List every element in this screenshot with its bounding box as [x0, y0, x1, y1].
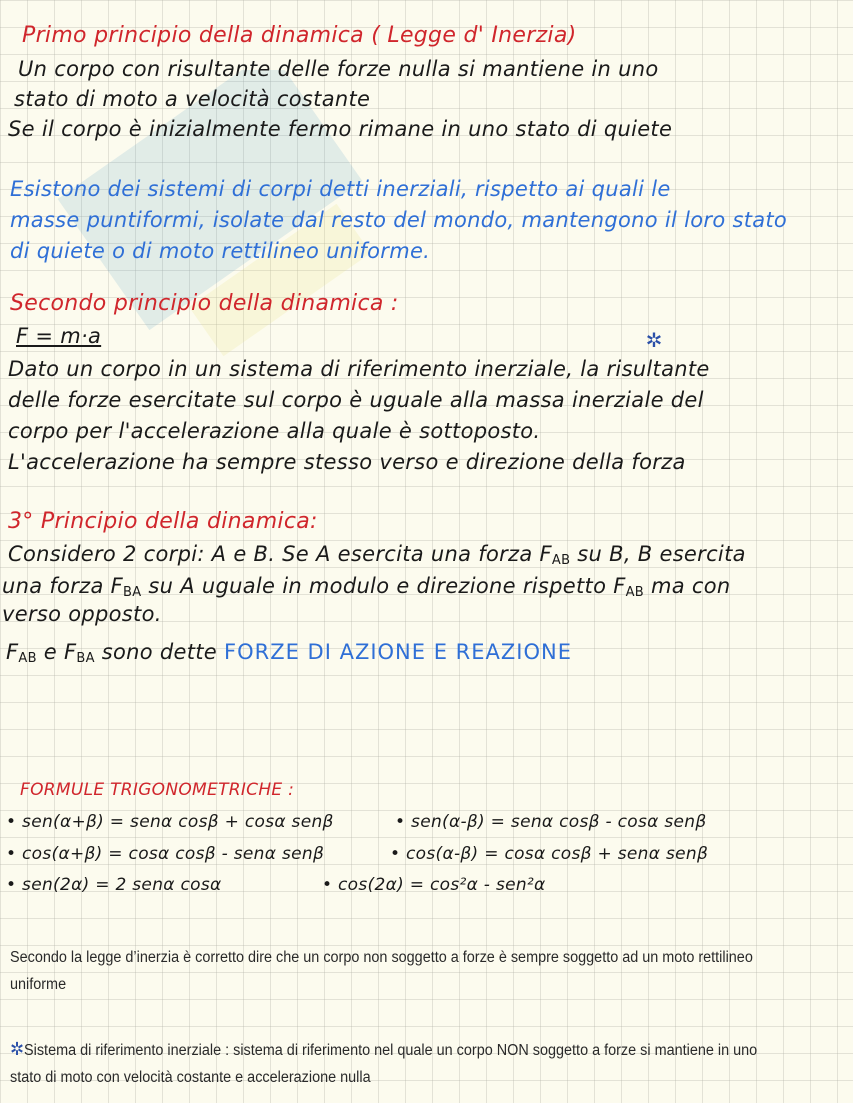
trig-double-sine: • sen(2α) = 2 senα cosα [6, 875, 222, 895]
inertial-systems-line-1: Esistono dei sistemi di corpi detti inerziali, rispetto ai quali le [10, 177, 671, 201]
typed-note-inertial-system-text: Sistema di riferimento inerziale : sistema di riferimento nel quale un corpo NON soggetto a forze si mantiene in uno stato di moto con velocità costante e accelerazione nulla [10, 1042, 758, 1086]
third-line-1-text-a: Considero 2 corpi: A e B. Se A esercita una forza F [8, 542, 552, 566]
third-line-1-text-b: su B, B esercita [570, 542, 746, 566]
typed-note-inertia: Secondo la legge d’inerzia è corretto dire che un corpo non soggetto a forze è sempre soggetto ad un moto rettilineo uniforme [10, 949, 753, 993]
third-principle-title: 3° Principio della dinamica: [8, 509, 318, 534]
third-line-4-sub-ba: BA [76, 651, 95, 666]
third-line-4-sub-ab: AB [18, 651, 37, 666]
third-line-2-sub-ba: BA [122, 585, 142, 600]
third-line-2-text-b: su A uguale in modulo e direzione rispetto F [141, 574, 626, 598]
trig-diff-cosine: • cos(α-β) = cosα cosβ + senα senβ [390, 844, 709, 864]
second-principle-title: Secondo principio della dinamica : [10, 291, 399, 316]
typed-note-inertial-system [10, 1036, 773, 1091]
first-principle-line-2: stato di moto a velocità costante [14, 87, 371, 111]
third-principle-line-3: verso opposto. [2, 602, 162, 626]
third-principle-line-1 [8, 540, 746, 575]
third-line-4-f1: F [6, 640, 19, 664]
second-principle-line-3: corpo per l'accelerazione alla quale è sottoposto. [8, 419, 541, 443]
third-principle-line-4 [6, 638, 572, 673]
trig-diff-sine: • sen(α-β) = senα cosβ - cosα senβ [395, 812, 707, 832]
inertial-systems-line-2: masse puntiformi, isolate dal resto del mondo, mantengono il loro stato [10, 208, 788, 232]
third-line-2-text-c: ma con [644, 574, 731, 598]
asterisk-note-icon: ✲ [645, 328, 663, 352]
third-line-4-and: e F [36, 640, 77, 664]
third-line-2-text-a: una forza F [2, 574, 123, 598]
first-principle-line-3: Se il corpo è inizialmente fermo rimane in uno stato di quiete [8, 117, 673, 141]
asterisk-reference-icon: ✲ [10, 1039, 25, 1059]
second-principle-line-1: Dato un corpo in un sistema di riferimento inerziale, la risultante [8, 357, 710, 381]
first-principle-title: Primo principio della dinamica ( Legge d' Inerzia) [22, 23, 577, 48]
third-line-2-sub-ab: AB [625, 585, 644, 600]
inertial-systems-line-3: di quiete o di moto rettilineo uniforme. [10, 239, 431, 263]
trig-sum-cosine: • cos(α+β) = cosα cosβ - senα senβ [6, 844, 325, 864]
third-line-1-sub-ab: AB [551, 553, 571, 568]
second-principle-formula: F = m·a [16, 324, 102, 348]
second-principle-line-4: L'accelerazione ha sempre stesso verso e direzione della forza [8, 450, 686, 474]
first-principle-line-1: Un corpo con risultante delle forze nulla si mantiene in uno [18, 57, 659, 81]
trig-sum-sine: • sen(α+β) = senα cosβ + cosα senβ [6, 812, 334, 832]
trig-double-cosine: • cos(2α) = cos²α - sen²α [322, 875, 546, 895]
trig-formulas-title: FORMULE TRIGONOMETRICHE : [20, 780, 295, 800]
second-principle-line-2: delle forze esercitate sul corpo è uguale alla massa inerziale del [8, 388, 704, 412]
action-reaction-highlight: FORZE DI AZIONE E REAZIONE [224, 640, 572, 664]
third-line-4-text: sono dette [94, 640, 225, 664]
